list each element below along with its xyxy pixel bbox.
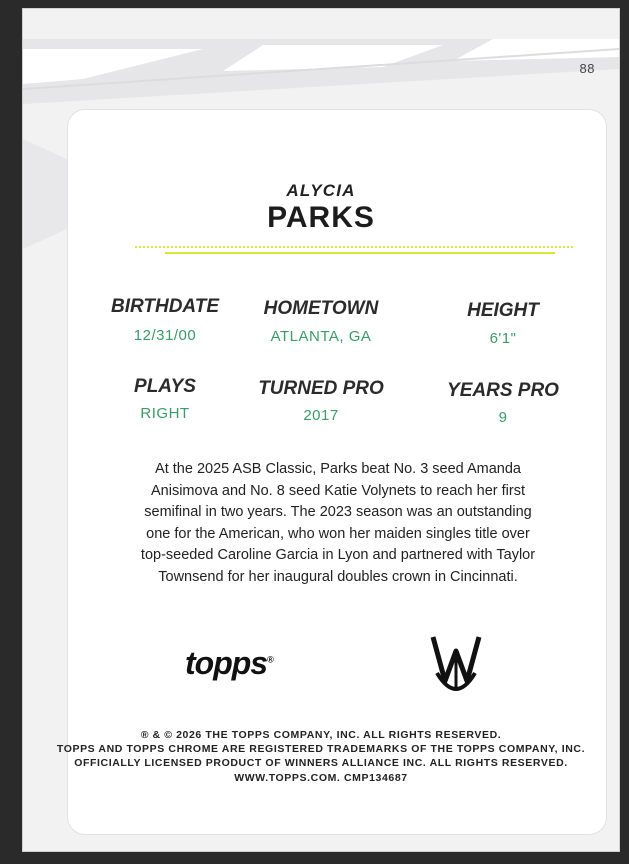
- website-line: WWW.TOPPS.COM. CMP134687: [234, 772, 408, 784]
- name-divider: [135, 242, 575, 262]
- stat-label-turned-pro: TURNED PRO: [258, 378, 384, 399]
- card-number: 88: [579, 61, 595, 76]
- stat-value-turned-pro: 2017: [303, 407, 339, 424]
- topps-logo-text: topps: [185, 645, 268, 681]
- winners-alliance-icon: [429, 633, 483, 697]
- topps-registered-mark: ®: [267, 654, 273, 665]
- stat-label-birthdate: BIRTHDATE: [110, 296, 220, 317]
- stat-label-hometown: HOMETOWN: [263, 298, 379, 319]
- trading-card-back: [22, 8, 620, 852]
- stat-label-height: HEIGHT: [467, 300, 539, 321]
- player-bio: [113, 459, 563, 588]
- bio-line: one for the American, who won her maiden singles title over: [146, 525, 530, 542]
- bio-line: At the 2025 ASB Classic, Parks beat No. 3 seed Amanda: [155, 461, 521, 477]
- bio-line: Anisimova and No. 8 seed Katie Volynets to reach her first: [151, 482, 525, 499]
- stat-label-plays: PLAYS: [134, 376, 196, 397]
- trademark-line: TOPPS AND TOPPS CHROME ARE REGISTERED TRADEMARKS OF THE TOPPS COMPANY, INC.: [56, 743, 586, 755]
- bio-line: top-seeded Caroline Garcia in Lyon and partnered with Taylor: [140, 547, 536, 563]
- stat-value-birthdate: 12/31/00: [133, 327, 197, 344]
- player-first-name: ALYCIA: [286, 181, 356, 200]
- stat-label-years-pro: YEARS PRO: [447, 380, 559, 401]
- topps-logo: [185, 645, 273, 682]
- copyright-line: ® & © 2026 THE TOPPS COMPANY, INC. ALL RIGHTS RESERVED.: [140, 729, 502, 741]
- bio-line: semifinal in two years. The 2023 season was an outstanding: [144, 504, 532, 520]
- license-line: OFFICIALLY LICENSED PRODUCT OF WINNERS ALLIANCE INC. ALL RIGHTS RESERVED.: [74, 757, 568, 769]
- stat-value-height: 6'1": [489, 330, 517, 347]
- stat-value-plays: RIGHT: [140, 405, 190, 422]
- stat-value-years-pro: 9: [498, 409, 508, 426]
- stat-value-hometown: ATLANTA, GA: [270, 328, 372, 345]
- player-last-name: PARKS: [267, 201, 375, 234]
- bio-line: Townsend for her inaugural doubles crown in Cincinnati.: [158, 568, 518, 585]
